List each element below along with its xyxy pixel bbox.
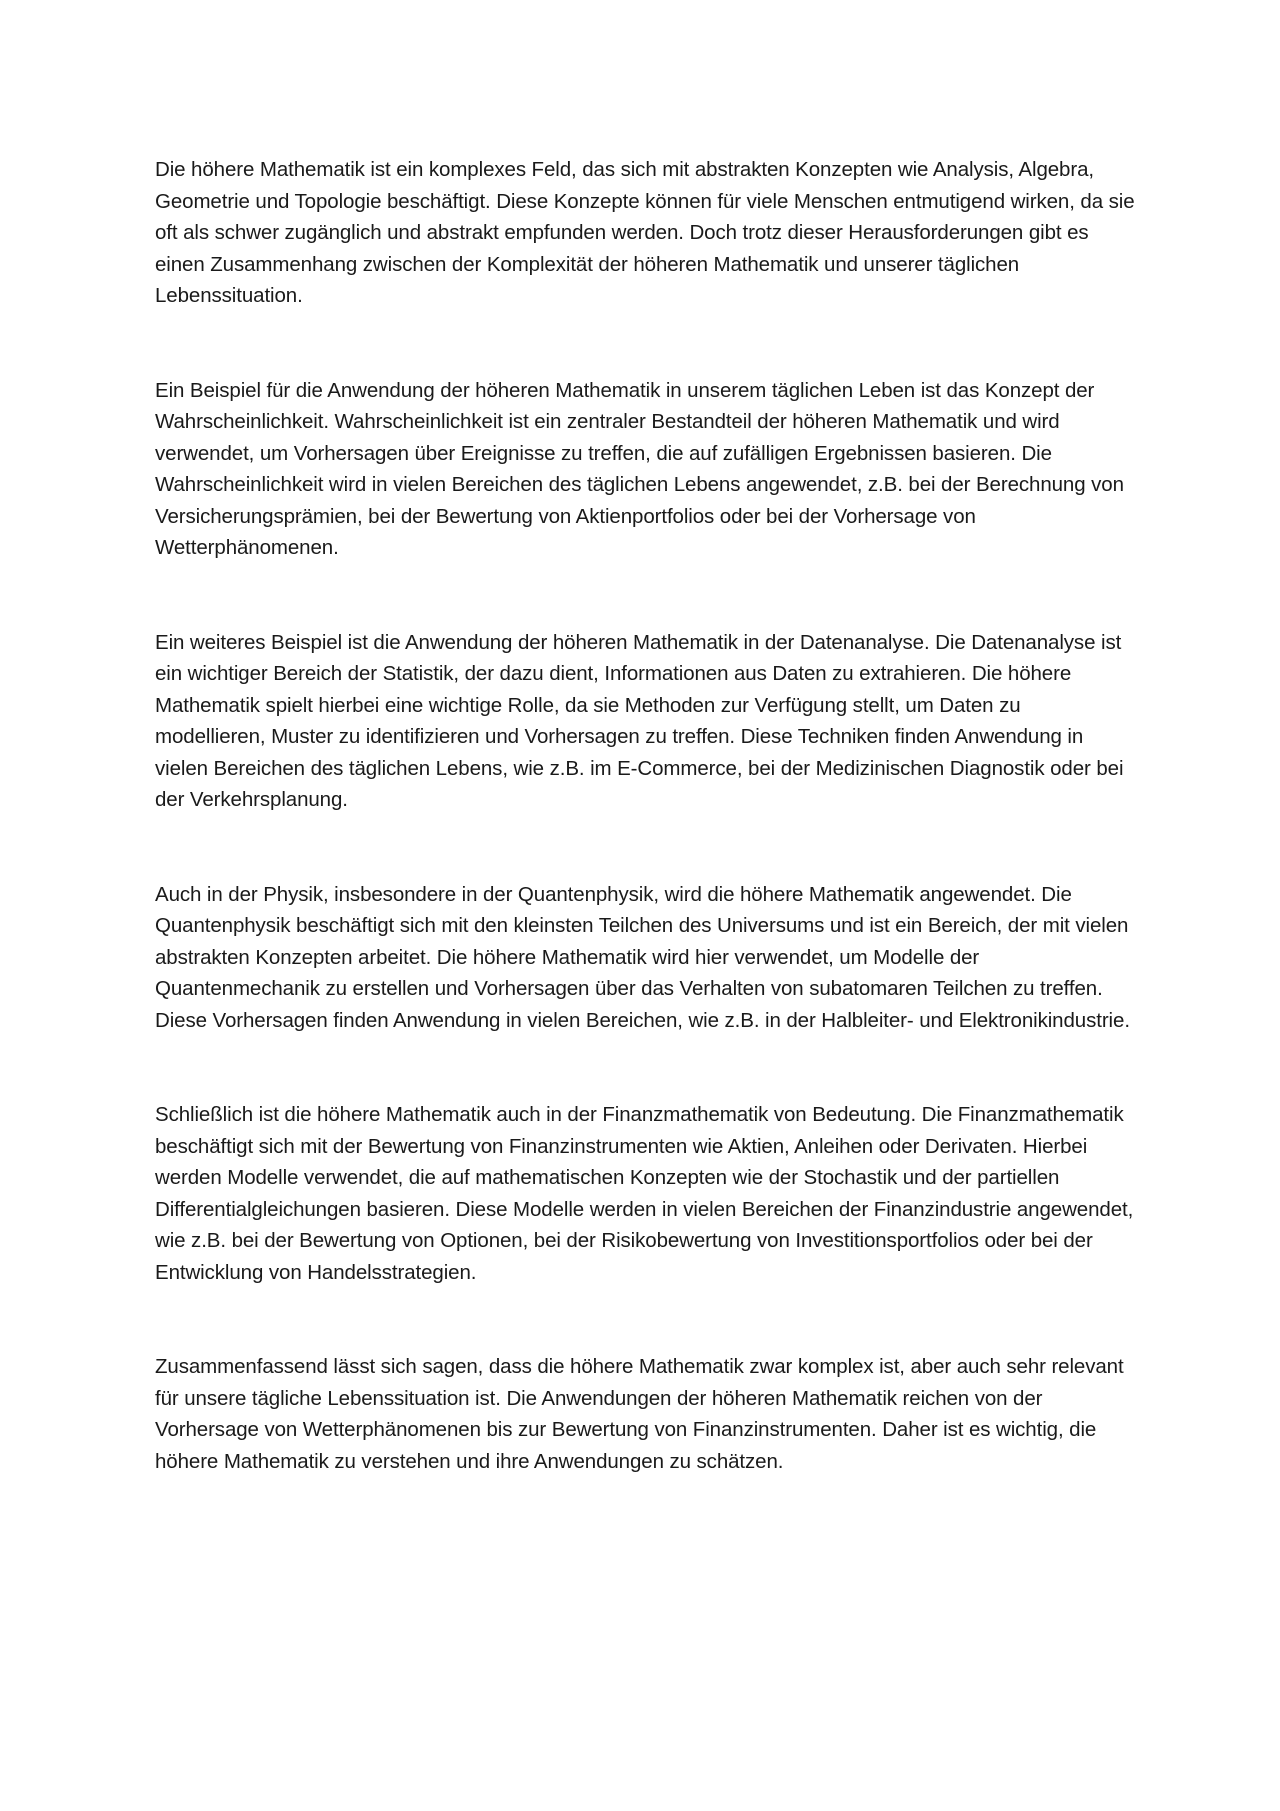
paragraph-finance: Schließlich ist die höhere Mathematik auch in der Finanzmathematik von Bedeutung. Die Finanzmathematik beschäftigt sich mit der Bewertung von Finanzinstrumenten wie Aktien, Anleihen oder Derivaten. Hierbei werden Modelle verwendet, die auf mathematischen Konzepten wie der Stochastik und der partiellen Differentialgleichungen basieren. Diese Modelle werden in vielen Bereichen der Finanzindustrie angewendet, wie z.B. bei der Bewertung von Optionen, bei der Risikobewertung von Investitionsportfolios oder bei der Entwicklung von Handelsstrategien. <box>155 1103 1134 1284</box>
paragraph-physics: Auch in der Physik, insbesondere in der Quantenphysik, wird die höhere Mathematik angewendet. Die Quantenphysik beschäftigt sich mit den kleinsten Teilchen des Universums und ist ein Bereich, der mit vielen abstrakten Konzepten arbeitet. Die höhere Mathematik wird hier verwendet, um Modelle der Quantenmechanik zu erstellen und Vorhersagen über das Verhalten von subatomaren Teilchen zu treffen. Diese Vorhersagen finden Anwendung in vielen Bereichen, wie z.B. in der Halbleiter- und Elektronikindustrie. <box>155 882 1130 1032</box>
paragraph-data-analysis: Ein weiteres Beispiel ist die Anwendung der höheren Mathematik in der Datenanalyse. Die Datenanalyse ist ein wichtiger Bereich der Statistik, der dazu dient, Informationen aus Daten zu extrahieren. Die höhere Mathematik spielt hierbei eine wichtige Rolle, da sie Methoden zur Verfügung stellt, um Daten zu modellieren, Muster zu identifizieren und Vorhersagen zu treffen. Diese Techniken finden Anwendung in vielen Bereichen des täglichen Lebens, wie z.B. im E-Commerce, bei der Medizinischen Diagnostik oder bei der Verkehrsplanung. <box>155 630 1124 811</box>
paragraph-conclusion: Zusammenfassend lässt sich sagen, dass die höhere Mathematik zwar komplex ist, aber auch sehr relevant für unsere tägliche Lebenssituation ist. Die Anwendungen der höheren Mathematik reichen von der Vorhersage von Wetterphänomenen bis zur Bewertung von Finanzinstrumenten. Daher ist es wichtig, die höhere Mathematik zu verstehen und ihre Anwendungen zu schätzen. <box>155 1355 1124 1473</box>
document-body <box>155 154 1135 1477</box>
paragraph-intro: Die höhere Mathematik ist ein komplexes Feld, das sich mit abstrakten Konzepten wie Analysis, Algebra, Geometrie und Topologie beschäftigt. Diese Konzepte können für viele Menschen entmutigend wirken, da sie oft als schwer zugänglich und abstrakt empfunden werden. Doch trotz dieser Herausforderungen gibt es einen Zusammenhang zwischen der Komplexität der höheren Mathematik und unserer täglichen Lebenssituation. <box>155 158 1135 307</box>
paragraph-probability: Ein Beispiel für die Anwendung der höheren Mathematik in unserem täglichen Leben ist das Konzept der Wahrscheinlichkeit. Wahrscheinlichkeit ist ein zentraler Bestandteil der höheren Mathematik und wird verwendet, um Vorhersagen über Ereignisse zu treffen, die auf zufälligen Ergebnissen basieren. Die Wahrscheinlichkeit wird in vielen Bereichen des täglichen Lebens angewendet, z.B. bei der Berechnung von Versicherungsprämien, bei der Bewertung von Aktienportfolios oder bei der Vorhersage von Wetterphänomenen. <box>155 378 1124 559</box>
